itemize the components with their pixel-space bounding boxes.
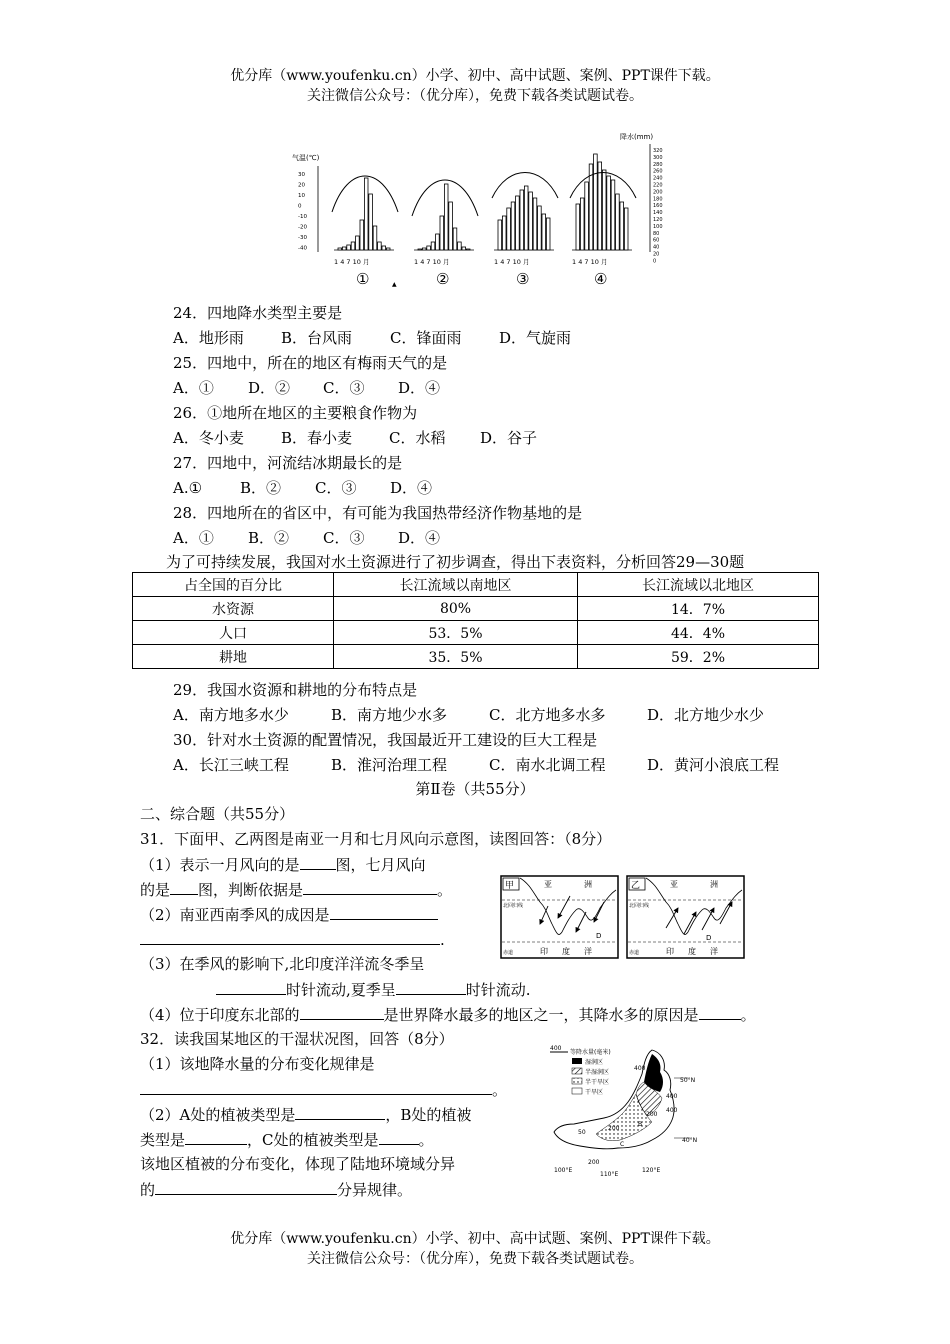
q31-blank-jan[interactable] <box>300 853 336 870</box>
table-header-cell: 长江流域以南地区 <box>334 573 578 597</box>
q32-p2-text: 。 <box>418 1131 434 1149</box>
q24-stem: 24．四地降水类型主要是 <box>173 304 343 322</box>
map-label: 200 <box>646 1111 658 1118</box>
precip-bar <box>418 249 422 250</box>
right-tick-label: 240 <box>653 175 663 182</box>
map-jia-label: 北回归线 <box>503 903 524 909</box>
precip-bar <box>607 176 611 250</box>
precip-bar <box>382 246 386 250</box>
map-label: 50 <box>578 1129 586 1136</box>
right-axis-ticks <box>653 148 663 264</box>
table-header-row <box>133 573 819 597</box>
right-tick-label: 160 <box>653 203 663 210</box>
climate-panels <box>318 144 650 288</box>
right-tick-label: 280 <box>653 161 663 168</box>
q31-part3-line2 <box>216 978 531 1001</box>
precip-bar <box>360 220 364 250</box>
precip-bar <box>453 228 457 250</box>
precip-bar <box>580 198 584 250</box>
map-label: B <box>638 1121 643 1128</box>
q31-blank-reason[interactable] <box>699 1003 741 1020</box>
q30-option-a[interactable]: A．长江三峡工程 <box>173 756 289 774</box>
q24-option-a[interactable]: A．地形雨 <box>173 329 244 347</box>
q25-option-d[interactable]: D．④ <box>398 379 441 397</box>
south-asia-wind-maps <box>500 872 746 962</box>
q32-p1-end: 。 <box>492 1081 508 1099</box>
precip-bar <box>427 246 431 250</box>
precip-bar <box>538 206 542 250</box>
left-tick-label: 0 <box>298 203 302 210</box>
precip-bar <box>373 226 377 250</box>
right-tick-label: 260 <box>653 168 663 175</box>
q31-p4-text: 是世界降水最多的地区之一，其降水多的原因是 <box>383 1006 699 1024</box>
precip-bar <box>386 248 390 250</box>
table-row <box>133 621 819 645</box>
q26-option-d[interactable]: D．谷子 <box>480 429 538 447</box>
q28-option-c[interactable]: C．③ <box>323 529 365 547</box>
q31-p4-text: 。 <box>740 1006 756 1024</box>
q31-blank-cause[interactable] <box>330 903 438 920</box>
map-jia-label: 亚 <box>544 880 552 889</box>
right-tick-label: 140 <box>653 210 663 217</box>
precip-bar <box>351 242 355 250</box>
month-axis-label: 1 4 7 10 月 <box>494 258 530 266</box>
map-jia-label: 洲 <box>584 880 592 889</box>
q25-option-a[interactable]: A．① <box>173 379 214 397</box>
q32-blank-b[interactable] <box>185 1128 247 1145</box>
q28-option-a[interactable]: A．① <box>173 529 214 547</box>
table-cell: 59．2% <box>578 645 819 669</box>
precip-bar <box>542 214 546 250</box>
map-yi-label: 赤道 <box>629 950 640 956</box>
q31-p3-text: 时针流动,夏季呈 <box>286 981 396 999</box>
q32-blank-type[interactable] <box>155 1178 337 1195</box>
intro-29-30: 为了可持续发展，我国对水土资源进行了初步调查，得出下表资料，分析回答29—30题 <box>166 553 745 571</box>
precip-bar <box>369 194 373 250</box>
map-legend-label: 半干旱区 <box>585 1079 610 1086</box>
precip-bar <box>516 196 520 250</box>
q27-stem: 27．四地中，河流结冰期最长的是 <box>173 454 403 472</box>
q29-option-a[interactable]: A．南方地多水少 <box>173 706 289 724</box>
left-tick-label: -20 <box>298 224 307 231</box>
q31-blank-summer[interactable] <box>396 978 466 995</box>
legend-swatch-humid <box>572 1058 582 1064</box>
legend-swatch-semiarid <box>572 1078 582 1084</box>
precip-bar <box>422 248 426 250</box>
map-jia-label: 印 <box>540 947 548 956</box>
right-tick-label: 320 <box>653 148 663 154</box>
map-label: 110°E <box>600 1171 619 1178</box>
precip-bar <box>520 190 524 250</box>
right-axis-label: 降水(mm) <box>620 133 654 141</box>
month-axis-label: 1 4 7 10 月 <box>572 258 608 266</box>
precip-bar <box>616 194 620 250</box>
q28-option-d[interactable]: D．④ <box>398 529 441 547</box>
q24-option-d[interactable]: D．气旋雨 <box>499 329 572 347</box>
q27-option-b[interactable]: B．② <box>240 479 282 497</box>
q29-option-b[interactable]: B．南方地少水多 <box>331 706 448 724</box>
map-jia-label: 洋 <box>584 947 592 956</box>
panel-number: ② <box>436 270 450 288</box>
table-cell: 80% <box>334 597 578 621</box>
precip-bar <box>533 198 537 250</box>
footer-line-2: 关注微信公众号：（优分库），免费下载各类试题试卷。 <box>307 1251 643 1267</box>
q28-option-b[interactable]: B．② <box>248 529 290 547</box>
q28-stem: 28．四地所在的省区中，有可能为我国热带经济作物基地的是 <box>173 504 583 522</box>
map-label: 50°N <box>680 1077 696 1084</box>
q32-part2-line2 <box>140 1128 434 1151</box>
q31-part4 <box>140 1003 756 1026</box>
table-header-cell: 长江流域以北地区 <box>578 573 819 597</box>
map-legend-label: 湿润区 <box>585 1059 604 1066</box>
map-label: 200 <box>608 1125 620 1132</box>
map-label: 100°E <box>554 1167 573 1174</box>
right-tick-label: 220 <box>653 182 663 189</box>
q31-p1-text: 图，七月风向 <box>335 856 426 874</box>
map-yi-label: 亚 <box>670 880 678 889</box>
table-cell: 水资源 <box>133 597 334 621</box>
q32-blank-a[interactable] <box>295 1103 385 1120</box>
climate-chart-figure <box>290 128 670 296</box>
precip-bar <box>546 218 550 250</box>
precip-bar <box>589 164 593 250</box>
climate-panel <box>492 173 558 289</box>
footer-line-1: 优分库（www.youfenku.cn）小学、初中、高中试题、案例、PPT课件下载。 <box>230 1231 720 1247</box>
right-tick-label: 200 <box>653 189 663 196</box>
q30-option-d[interactable]: D．黄河小浪底工程 <box>647 756 780 774</box>
q32-p2-text: （2）A处的植被类型是 <box>140 1106 296 1124</box>
precip-bar <box>440 216 444 250</box>
map-legend-label: 等降水量(毫米) <box>570 1049 611 1056</box>
right-tick-label: 40 <box>653 244 660 251</box>
precip-bar <box>594 154 598 250</box>
q24-option-c[interactable]: C．锋面雨 <box>390 329 462 347</box>
precip-bar <box>449 202 453 250</box>
precip-bar <box>585 182 589 250</box>
q26-option-a[interactable]: A．冬小麦 <box>173 429 244 447</box>
left-axis-ticks <box>298 172 307 252</box>
q29-option-c[interactable]: C．北方地多水多 <box>489 706 606 724</box>
q31-p1-text: 的是 <box>140 881 171 899</box>
q32-part3-line1: 该地区植被的分布变化，体现了陆地环境域分异 <box>140 1155 456 1173</box>
q27-options <box>173 477 432 499</box>
table-cell: 人口 <box>133 621 334 645</box>
climate-panel <box>412 180 478 288</box>
map-legend-label: 干旱区 <box>585 1089 604 1096</box>
q32-blank-rule[interactable] <box>140 1078 492 1095</box>
q24-options <box>173 327 571 349</box>
q27-option-a[interactable]: A.① <box>173 479 203 497</box>
q29-stem: 29．我国水资源和耕地的分布特点是 <box>173 681 418 699</box>
precip-bar <box>624 208 628 250</box>
map-label: A <box>652 1073 657 1080</box>
table-cell: 14．7% <box>578 597 819 621</box>
part2-title: 第Ⅱ卷（共55分） <box>415 780 535 798</box>
q30-stem: 30．针对水土资源的配置情况，我国最近开工建设的巨大工程是 <box>173 731 598 749</box>
table-row <box>133 597 819 621</box>
precip-bar <box>602 170 606 250</box>
map-label: 200 <box>588 1159 600 1166</box>
q32-p2-text: ，B处的植被 <box>385 1106 472 1124</box>
map-yi-label: 度 <box>688 947 696 956</box>
q31-part3-line1: （3）在季风的影响下,北印度洋洋流冬季呈 <box>140 955 425 973</box>
q28-options <box>173 527 440 549</box>
legend-swatch-semihumid <box>572 1068 582 1074</box>
left-tick-label: 10 <box>298 193 305 199</box>
q32-stem: 32．读我国某地区的干湿状况图，回答（8分） <box>140 1030 454 1048</box>
section2-title: 二、综合题（共55分） <box>140 805 295 823</box>
q32-part3-line2 <box>140 1178 412 1201</box>
q31-blank-cause-2[interactable] <box>140 928 440 945</box>
q29-options <box>173 704 764 726</box>
q25-option-c[interactable]: C．③ <box>323 379 365 397</box>
precip-bar <box>436 234 440 250</box>
precip-bar <box>620 202 624 250</box>
stray-mark: ▲ <box>392 281 397 288</box>
right-tick-label: 80 <box>653 230 660 237</box>
q31-blank-place[interactable] <box>300 1003 384 1020</box>
climate-panel <box>332 176 398 288</box>
month-axis-label: 1 4 7 10 月 <box>334 258 370 266</box>
panel-number: ④ <box>594 270 608 288</box>
left-axis-label: 气温(℃) <box>292 154 320 162</box>
q31-blank-basis[interactable] <box>303 878 437 895</box>
precip-bar <box>356 236 360 250</box>
precip-bar <box>462 247 466 250</box>
precip-bar <box>529 192 533 250</box>
precip-bar <box>524 186 528 250</box>
precip-bar <box>576 204 580 250</box>
left-tick-label: -30 <box>298 235 307 241</box>
q32-part1: （1）该地降水量的分布变化规律是 <box>140 1055 375 1073</box>
left-tick-label: 20 <box>298 182 305 189</box>
precip-bar <box>502 216 506 250</box>
precip-bar <box>444 184 448 250</box>
precip-bar <box>498 220 502 250</box>
q32-p2-text: ，C处的植被类型是 <box>247 1131 379 1149</box>
map-yi-tag: 乙 <box>631 881 641 891</box>
table-cell: 53．5% <box>334 621 578 645</box>
precip-bar <box>378 242 382 250</box>
q32-p3-text: 的 <box>140 1181 156 1199</box>
precip-bar <box>364 178 368 250</box>
q25-option-b[interactable]: D．② <box>248 379 291 397</box>
right-tick-label: 60 <box>653 237 660 244</box>
q31-blank-winter[interactable] <box>216 978 286 995</box>
map-jia <box>501 876 618 958</box>
q31-blank-jul[interactable] <box>170 878 198 895</box>
q32-p3-text: 分异规律。 <box>337 1181 413 1199</box>
q25-options <box>173 377 440 399</box>
map-yi <box>627 876 744 958</box>
map-legend-label: 半湿润区 <box>585 1069 610 1076</box>
header-line-1: 优分库（www.youfenku.cn）小学、初中、高中试题、案例、PPT课件下载。 <box>230 68 720 84</box>
legend-swatch-arid <box>572 1088 582 1094</box>
precip-bar <box>466 249 470 250</box>
table-cell: 耕地 <box>133 645 334 669</box>
right-tick-label: 180 <box>653 196 663 203</box>
q31-p2-end: . <box>440 931 445 949</box>
precip-bar <box>611 180 615 250</box>
map-yi-label: 印 <box>666 947 674 956</box>
right-tick-label: 100 <box>653 223 663 230</box>
q31-p2-text: （2）南亚西南季风的成因是 <box>140 906 330 924</box>
left-tick-label: -40 <box>298 245 307 252</box>
right-tick-label: 300 <box>653 154 663 161</box>
right-tick-label: 0 <box>653 258 657 265</box>
map-yi-label: 洋 <box>710 947 718 956</box>
map-label: 400 <box>666 1107 678 1114</box>
precip-bar <box>507 208 511 250</box>
q31-p3-text: 时针流动. <box>465 981 531 999</box>
precip-bar <box>338 248 342 250</box>
map-yi-label: 洲 <box>710 880 718 889</box>
precip-bar <box>342 247 346 250</box>
q31-part2 <box>140 903 438 926</box>
precip-bar <box>458 242 462 250</box>
map-jia-tag: 甲 <box>505 881 515 891</box>
map-jia-label: D <box>596 932 602 940</box>
climate-panel <box>570 154 636 288</box>
q30-options <box>173 754 779 776</box>
q27-option-d[interactable]: D．④ <box>390 479 433 497</box>
table-cell: 35．5% <box>334 645 578 669</box>
resource-table <box>132 572 819 669</box>
table-cell: 44．4% <box>578 621 819 645</box>
q31-part2-line2 <box>140 928 445 951</box>
map-label: 400 <box>634 1065 646 1072</box>
map-label: 40°N <box>682 1137 698 1144</box>
map-yi-label: D <box>706 934 712 942</box>
header-line-2: 关注微信公众号：（优分库），免费下载各类试题试卷。 <box>307 88 643 104</box>
left-tick-label: 30 <box>298 172 305 178</box>
q26-options <box>173 427 537 449</box>
q31-stem: 31．下面甲、乙两图是南亚一月和七月风向示意图，读图回答：（8分） <box>140 830 612 848</box>
q31-p1-text: 。 <box>437 881 453 899</box>
map-legend-label: 400 <box>550 1045 562 1052</box>
q31-p4-text: （4）位于印度东北部的 <box>140 1006 300 1024</box>
q32-p2-text: 类型是 <box>140 1131 186 1149</box>
q31-p1-text: 图，判断依据是 <box>198 881 304 899</box>
panel-number: ① <box>356 270 370 288</box>
map-yi-label: 北回归线 <box>629 903 650 909</box>
precip-bar <box>598 162 602 250</box>
left-tick-label: -10 <box>298 214 307 220</box>
q31-p1-text: （1）表示一月风向的是 <box>140 856 300 874</box>
q31-part1-line1 <box>140 853 426 876</box>
precip-bar <box>431 242 435 250</box>
q26-stem: 26．①地所在地区的主要粮食作物为 <box>173 404 418 422</box>
table-header-cell: 占全国的百分比 <box>133 573 334 597</box>
q32-blank-c[interactable] <box>379 1128 419 1145</box>
right-tick-label: 20 <box>653 251 660 258</box>
q25-stem: 25．四地中，所在的地区有梅雨天气的是 <box>173 354 448 372</box>
map-label: 120°E <box>642 1167 661 1174</box>
precip-bar <box>347 245 351 250</box>
panel-number: ③ <box>516 270 530 288</box>
map-label: 400 <box>666 1093 678 1100</box>
map-jia-label: 度 <box>562 947 570 956</box>
q31-part1-line2 <box>140 878 452 901</box>
table-row <box>133 645 819 669</box>
month-axis-label: 1 4 7 10 月 <box>414 258 450 266</box>
q26-option-b[interactable]: B．春小麦 <box>281 429 353 447</box>
map-label: C <box>620 1141 625 1148</box>
q27-option-c[interactable]: C．③ <box>315 479 357 497</box>
q30-option-c[interactable]: C．南水北调工程 <box>489 756 606 774</box>
dry-wet-map <box>548 1044 708 1180</box>
right-tick-label: 120 <box>653 217 663 223</box>
map-jia-label: 赤道 <box>503 950 514 956</box>
q26-option-c[interactable]: C．水稻 <box>389 429 446 447</box>
q24-option-b[interactable]: B．台风雨 <box>281 329 353 347</box>
q32-part1-line2 <box>140 1078 507 1101</box>
q29-option-d[interactable]: D．北方地少水少 <box>647 706 765 724</box>
q30-option-b[interactable]: B．淮河治理工程 <box>331 756 448 774</box>
q32-part2-line1 <box>140 1103 471 1126</box>
precip-bar <box>511 202 515 250</box>
